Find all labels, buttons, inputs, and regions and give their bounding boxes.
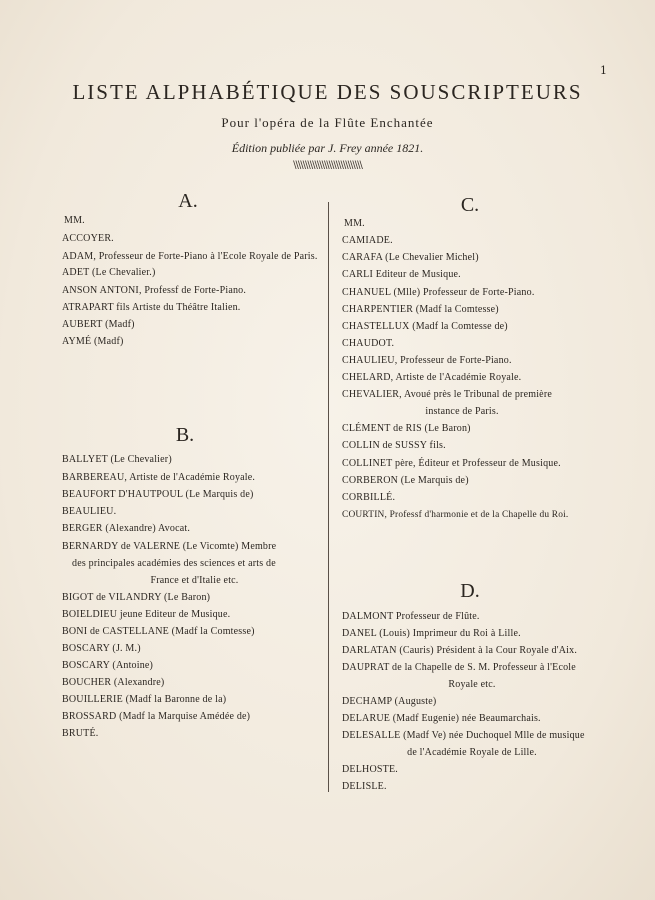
list-item: BERGER (Alexandre) Avocat. bbox=[62, 523, 191, 534]
list-item: CORBERON (Le Marquis de) bbox=[342, 475, 469, 486]
list-item: DANEL (Louis) Imprimeur du Roi à Lille. bbox=[342, 628, 521, 639]
list-item: CAMIADE. bbox=[342, 235, 393, 246]
list-item: DELHOSTE. bbox=[342, 764, 398, 775]
page-number: 1 bbox=[600, 64, 607, 77]
list-item: instance de Paris. bbox=[425, 406, 499, 417]
list-item: DARLATAN (Cauris) Président à la Cour Royale d'Aix. bbox=[342, 645, 578, 656]
list-item: BIGOT de VILANDRY (Le Baron) bbox=[62, 592, 211, 603]
list-item: BONI de CASTELLANE (Madf la Comtesse) bbox=[62, 626, 255, 637]
section-letter-a: A. bbox=[178, 190, 198, 212]
list-item: CLÉMENT de RIS (Le Baron) bbox=[342, 423, 471, 434]
list-item: CARLI Editeur de Musique. bbox=[342, 269, 461, 280]
list-item: DALMONT Professeur de Flûte. bbox=[342, 611, 480, 622]
list-item: DAUPRAT de la Chapelle de S. M. Professeur à l'Ecole bbox=[342, 662, 576, 673]
list-item: CORBILLÉ. bbox=[342, 492, 396, 503]
list-item: BARBEREAU, Artiste de l'Académie Royale. bbox=[62, 472, 256, 483]
list-item: CHASTELLUX (Madf la Comtesse de) bbox=[342, 321, 508, 332]
list-item: CHAULIEU, Professeur de Forte-Piano. bbox=[342, 355, 512, 366]
list-item: CARAFA (Le Chevalier Michel) bbox=[342, 252, 479, 263]
list-item: ATRAPART fils Artiste du Théâtre Italien. bbox=[62, 302, 241, 313]
list-item: des principales académies des sciences et arts de bbox=[72, 558, 276, 569]
list-item: COURTIN, Professf d'harmonie et de la Chapelle du Roi. bbox=[342, 510, 569, 520]
list-item: Royale etc. bbox=[448, 679, 496, 690]
list-item: BOUCHER (Alexandre) bbox=[62, 677, 165, 688]
list-item: ADET (Le Chevalier.) bbox=[62, 267, 156, 278]
section-letter-c: C. bbox=[460, 194, 480, 216]
list-item: CHEVALIER, Avoué près le Tribunal de première bbox=[342, 389, 552, 400]
list-item: CHAUDOT. bbox=[342, 338, 395, 349]
list-item: COLLIN de SUSSY fils. bbox=[342, 440, 446, 451]
column-divider bbox=[328, 202, 329, 792]
list-item: AYMÉ (Madf) bbox=[62, 336, 124, 347]
section-letter-d: D. bbox=[460, 580, 480, 602]
list-item: BEAUFORT D'HAUTPOUL (Le Marquis de) bbox=[62, 489, 254, 500]
list-item: ANSON ANTONI, Professf de Forte-Piano. bbox=[62, 285, 247, 296]
list-item: de l'Académie Royale de Lille. bbox=[407, 747, 537, 758]
list-item: CHANUEL (Mlle) Professeur de Forte-Piano. bbox=[342, 287, 535, 298]
list-item: DELISLE. bbox=[342, 781, 387, 792]
list-item: BOUILLERIE (Madf la Baronne de la) bbox=[62, 694, 227, 705]
list-item: BALLYET (Le Chevalier) bbox=[62, 454, 172, 465]
list-item: BOSCARY (Antoine) bbox=[62, 660, 154, 671]
list-item: DELESALLE (Madf Ve) née Duchoquel Mlle de musique bbox=[342, 730, 585, 741]
edition-line: Édition publiée par J. Frey année 1821. bbox=[231, 141, 424, 155]
list-item: CHELARD, Artiste de l'Académie Royale. bbox=[342, 372, 522, 383]
page-title: LISTE ALPHABÉTIQUE DES SOUSCRIPTEURS bbox=[72, 80, 583, 104]
page-subtitle: Pour l'opéra de la Flûte Enchantée bbox=[221, 115, 434, 130]
list-item: BERNARDY de VALERNE (Le Vicomte) Membre bbox=[62, 541, 277, 552]
list-item: DELARUE (Madf Eugenie) née Beaumarchais. bbox=[342, 713, 541, 724]
list-item: MM. bbox=[64, 215, 85, 226]
list-item: AUBERT (Madf) bbox=[62, 319, 135, 330]
list-item: BRUTÉ. bbox=[62, 728, 99, 739]
list-item: DECHAMP (Auguste) bbox=[342, 696, 437, 707]
list-item: BROSSARD (Madf la Marquise Amédée de) bbox=[62, 711, 251, 722]
list-item: MM. bbox=[344, 218, 365, 229]
list-item: France et d'Italie etc. bbox=[150, 575, 239, 586]
ornament-rule: \\\\\\\\\\\\\\\\\\\\\\\\\\\\\ bbox=[293, 160, 362, 171]
list-item: BEAULIEU. bbox=[62, 506, 117, 517]
section-letter-b: B. bbox=[175, 424, 195, 446]
list-item: COLLINET père, Éditeur et Professeur de Musique. bbox=[342, 458, 561, 469]
list-item: ACCOYER. bbox=[62, 233, 114, 244]
list-item: CHARPENTIER (Madf la Comtesse) bbox=[342, 304, 499, 315]
list-item: BOSCARY (J. M.) bbox=[62, 643, 141, 654]
list-item: ADAM, Professeur de Forte-Piano à l'Ecole Royale de Paris. bbox=[62, 251, 318, 262]
list-item: BOIELDIEU jeune Editeur de Musique. bbox=[62, 609, 231, 620]
